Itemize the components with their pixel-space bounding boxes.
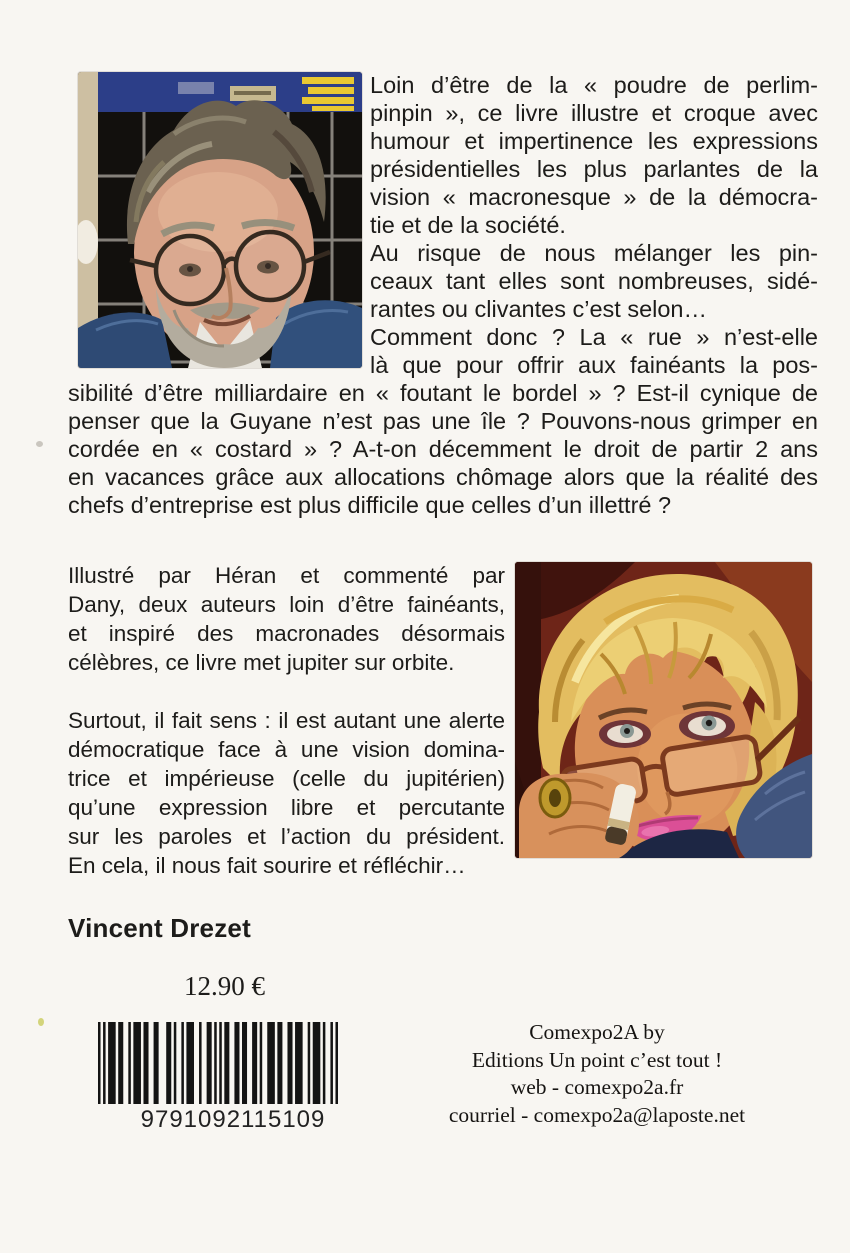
text-line: qu’une expression libre et percutante [68,795,505,820]
text-line: célèbres, ce livre met jupiter sur orbite. [68,650,455,675]
text-line: penser que la Guyane n’est pas une île ? Pouvons-nous grimper en [68,408,818,434]
text-line: En cela, il nous fait sourire et réfléchir… [68,853,466,878]
text-line: rantes ou clivantes c’est selon… [370,296,707,322]
text-line: sur les paroles et l’action du président. [68,824,505,849]
text-line: sibilité d’être milliardaire en « foutant le bordel » ? Est-il cynique de [68,380,818,406]
text-line: Surtout, il fait sens : il est autant une alerte [68,708,505,733]
text-line: ceaux tant elles sont nombreuses, sidé- [370,268,818,294]
author-photo-man [78,72,362,368]
woman-portrait-illustration [515,562,812,858]
text-line: et inspiré des macronades désormais [68,621,505,646]
text-line: Illustré par Héran et commenté par [68,563,505,588]
text-line: tie et de la société. [370,212,566,238]
price: 12.90 € [184,971,265,1001]
text-line: Au risque de nous mélanger les pin- [370,240,818,266]
barcode [98,1022,338,1134]
top-text-block [68,71,818,519]
barcode-number: 9791092115109 [140,1106,326,1133]
middle-text-block [68,561,812,880]
text-line: chefs d’entreprise est plus difficile que celles d’un illettré ? [68,492,672,518]
text-line: pinpin », ce livre illustre et croque avec [370,100,818,126]
text-line: en vacances grâce aux allocations chômage alors que la réalité des [68,464,818,490]
text-line: vision « macronesque » de la démocra- [370,184,818,210]
scan-speck [38,1018,44,1026]
scan-speck [36,441,43,447]
text-line: Dany, deux auteurs loin d’être fainéants, [68,592,505,617]
text-line: démocratique face à une vision domina- [68,737,505,762]
text-line: là que pour offrir aux fainéants la pos- [370,352,818,378]
author-name: Vincent Drezet [68,913,251,943]
publisher-block [437,1019,757,1129]
man-portrait-illustration [78,72,362,368]
text-line: trice et impérieuse (celle du jupitérien) [68,766,505,791]
publisher-line: Editions Un point c’est tout ! [471,1047,723,1072]
text-line: Comment donc ? La « rue » n’est-elle [370,324,818,350]
barcode-bars [98,1022,338,1104]
text-line: cordée en « costard » ? A-t-on décemment le droit de partir 2 ans [68,436,818,462]
text-line: Loin d’être de la « poudre de perlim- [370,72,818,98]
publisher-line: Comexpo2A by [529,1020,665,1044]
text-line: présidentielles les plus parlantes de la [370,156,818,182]
portrait-photo-woman [515,562,812,858]
text-line: humour et impertinence les expressions [370,128,818,154]
publisher-line: courriel - comexpo2a@laposte.net [448,1102,746,1127]
publisher-line: web - comexpo2a.fr [510,1075,684,1099]
